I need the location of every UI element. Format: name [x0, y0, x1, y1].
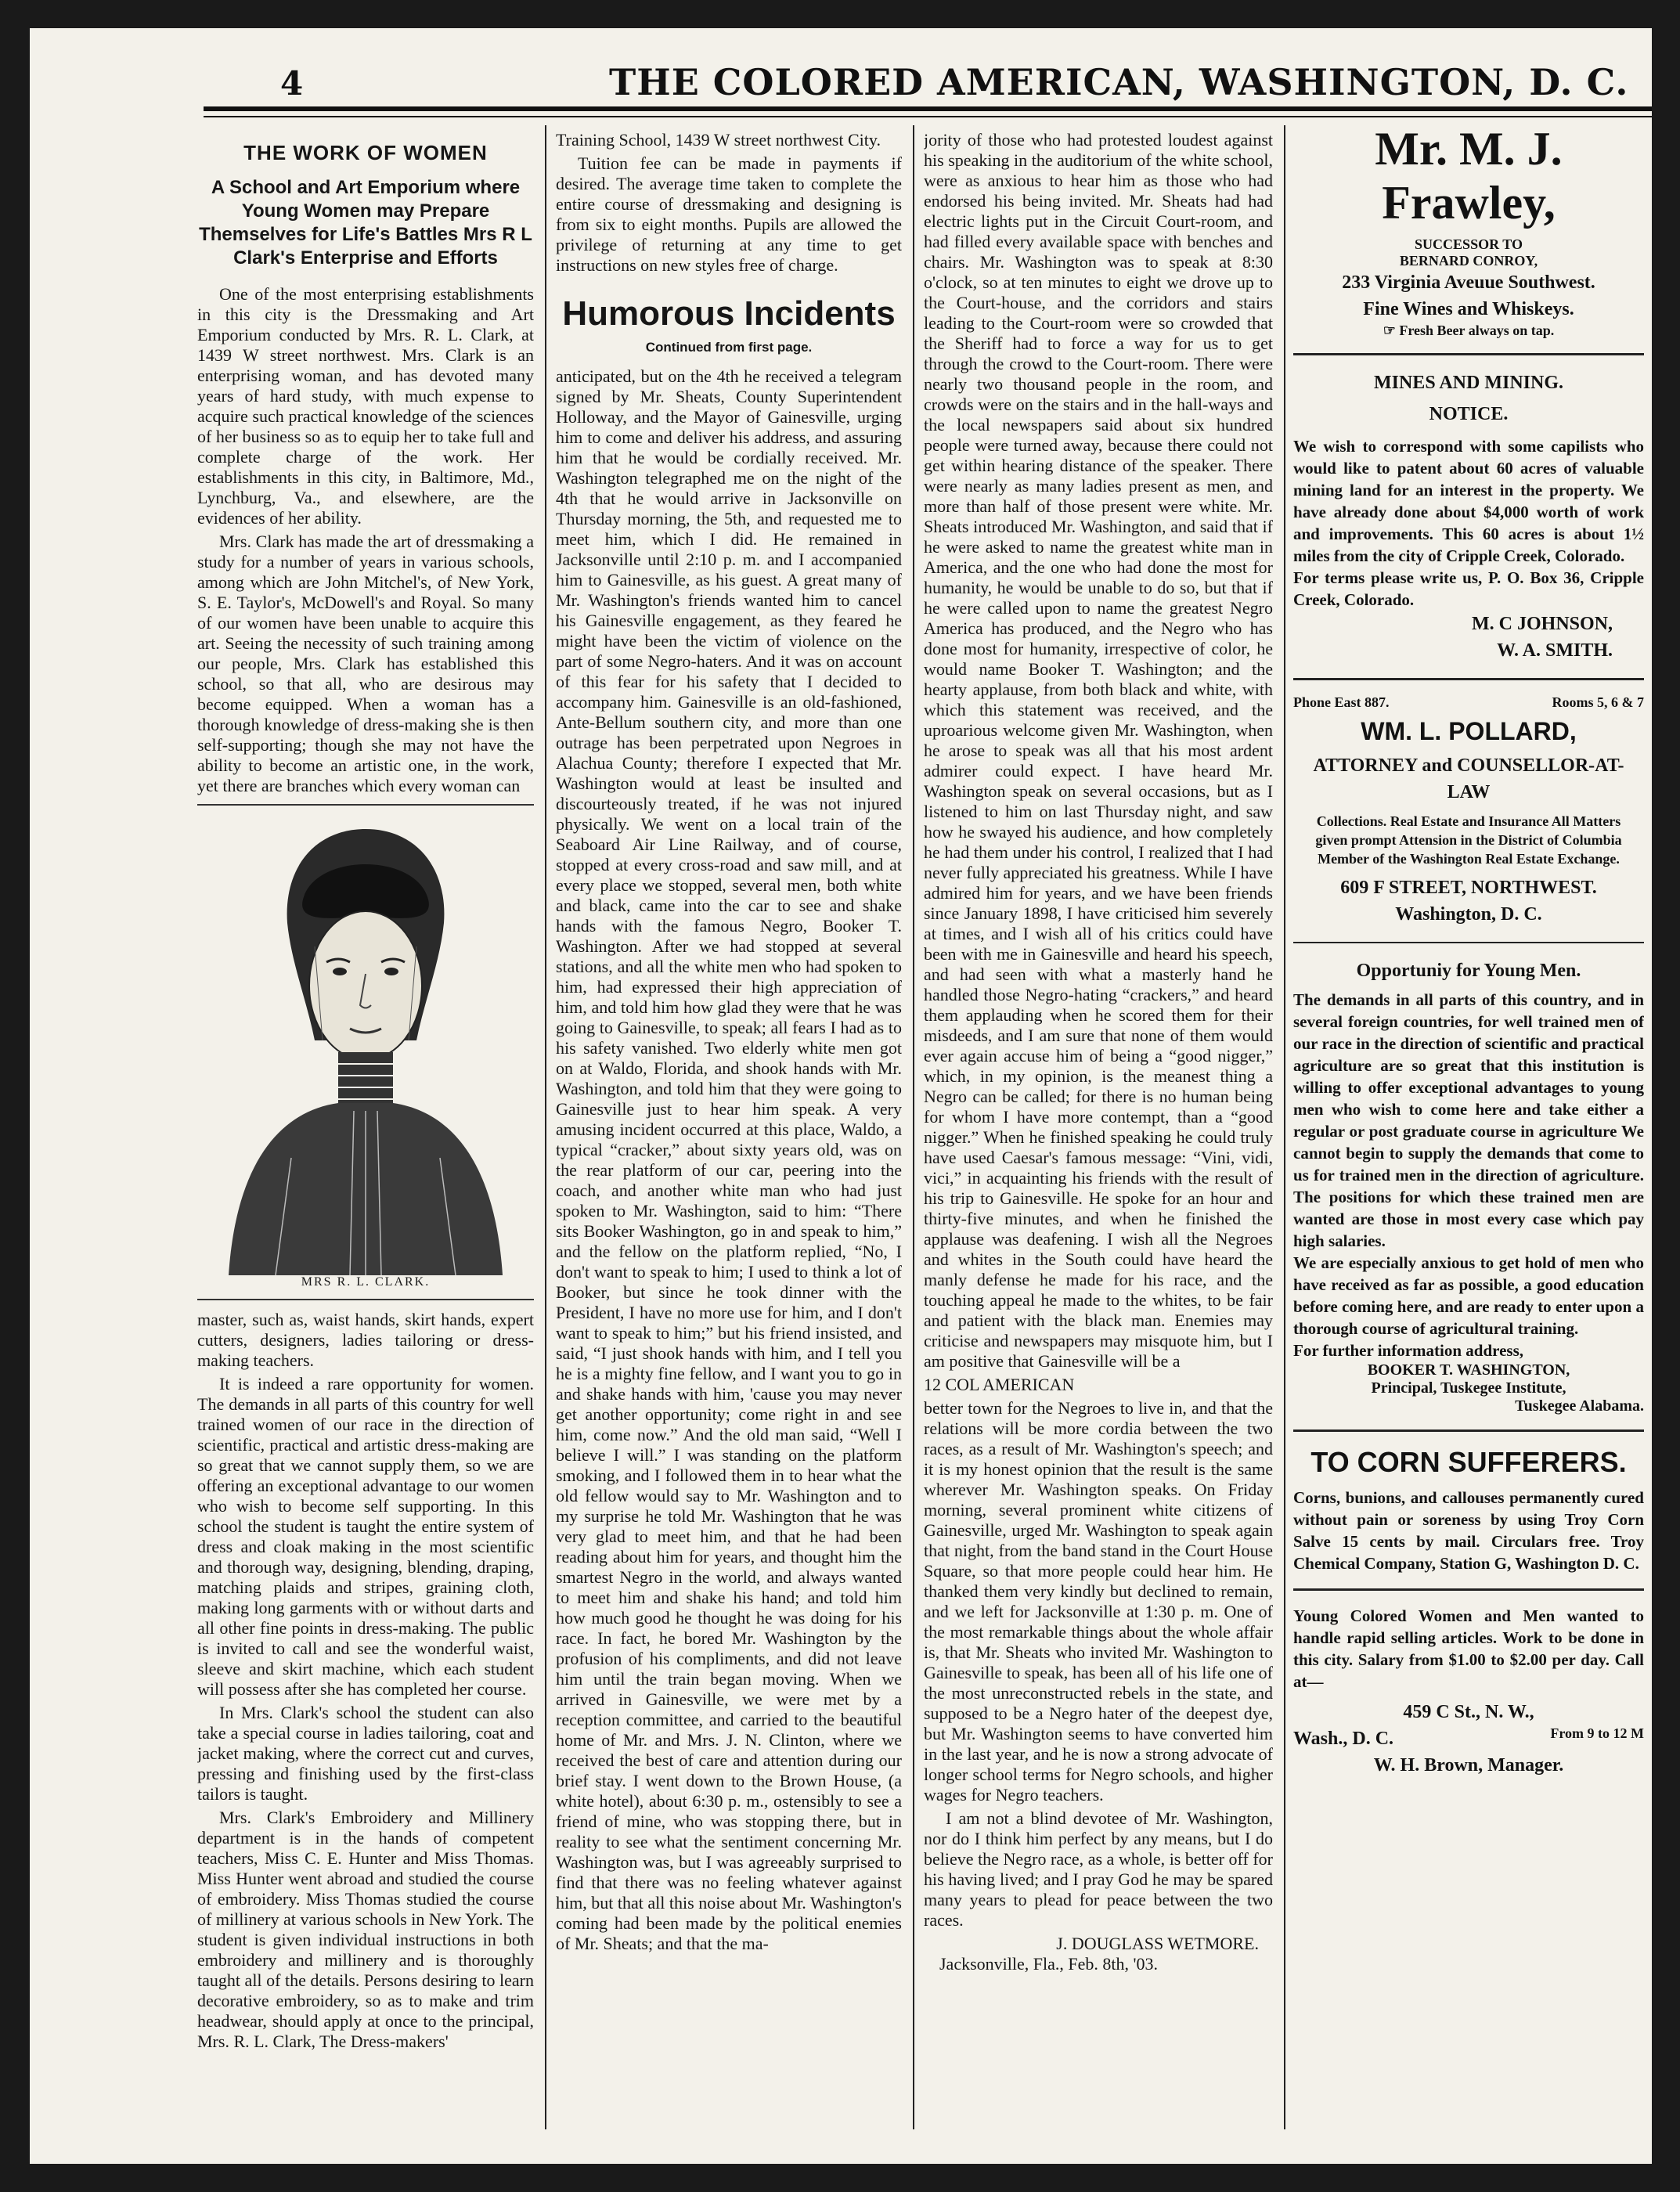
masthead: [30, 28, 1652, 114]
ad-pollard: [1293, 694, 1644, 928]
ad-divider: [1293, 1429, 1644, 1432]
ad-mines-body: We wish to correspond with some capilists who would like to patent about 60 acres of valuable mining land for an interest in the property. We have already done about $4,000 worth of work and improvements. This 60 acres is about 1½ miles from the city of Cripple Creek, Colorado.: [1293, 437, 1644, 565]
portrait-of-woman-icon: [197, 806, 534, 1275]
column-rule-1: [545, 125, 546, 2129]
ad-mines-body2: For terms please write us, P. O. Box 36, Cripple Creek, Colorado.: [1293, 568, 1644, 609]
column-humorous-incidents: [556, 130, 902, 2134]
ad-brown-manager: W. H. Brown, Manager.: [1373, 1755, 1564, 1776]
ad-mines-notice: NOTICE.: [1429, 404, 1509, 424]
ad-tuskegee-sig2: Principal, Tuskegee Institute,: [1371, 1379, 1566, 1397]
ad-frawley-address: 233 Virginia Aveuue Southwest.: [1342, 272, 1595, 293]
paragraph: Mrs. Clark has made the art of dressmaking a study for a number of years in various schools, among which are John Mitchel's, of New York, S. E. Taylor's, McDowell's and Royal. So many of our women have been unable to acquire this art. Seeing the necessity of such training among our people, Mrs. Clark has established this school, so that all, who are desirous may become equipped. When a woman has a thorough knowledge of dress-making she is then self-supporting; though she may not have the ability to become an artistic one, in the work, yet there are branches which every woman can: [197, 532, 534, 795]
ad-brown-row: [1293, 1725, 1644, 1752]
ad-mines-sig1: M. C JOHNSON,: [1472, 614, 1613, 634]
ad-brown-hours: From 9 to 12 M: [1550, 1725, 1644, 1741]
ad-frawley-line1: Fine Wines and Whiskeys.: [1363, 299, 1574, 319]
ad-tuskegee-body: The demands in all parts of this country, and in several foreign countries, for well trained men of our race in the direction of scientific and practical agriculture are so great that this institution is willing to offer exceptional advantages to young men who wish to come here and take either a regular or post graduate course in agriculture We cannot begin to supply the demands that come to us for trained men in the direction of agriculture. The positions for which these trained men are wanted are those in most every case which pay high salaries.: [1293, 990, 1644, 1250]
ad-tuskegee: [1293, 957, 1644, 1415]
paragraph: Mrs. Clark's Embroidery and Millinery department is in the hands of competent teachers, Miss C. E. Hunter and Miss Thomas. Miss Hunter went abroad and studied the course of embroidery. Miss Thomas studied the course of millinery at various schools in New York. The student is given individual instructions in both embroidery and millinery and is thoroughly taught all of the details. Persons desiring to learn decorative embroidery, so as to make and trim headwear, should apply at once to the principal, Mrs. R. L. Clark, The Dress-makers': [197, 1808, 534, 2051]
article-heading-humorous-incidents: Humorous Incidents: [562, 294, 896, 333]
column-marker: 12 COL AMERICAN: [924, 1375, 1075, 1394]
column-work-of-women: [197, 130, 534, 2134]
ad-corn: [1293, 1446, 1644, 1574]
ad-mines-sig2: W. A. SMITH.: [1497, 640, 1613, 661]
ad-mines: [1293, 370, 1644, 664]
paragraph: anticipated, but on the 4th he received a telegram signed by Mr. Sheats, County Superintendent Holloway, and the Mayor of Gainesville, urging him to come and deliver his address, and assuring him that he would be cordially received. Mr. Washington telegraphed me on the night of the 4th that he would arrive in Jacksonville on Thursday morning, the 5th, and requested me to meet him, which I did. He remained in Jacksonville until 2:10 p. m. and I accompanied him to Gainesville, as his guest. A great many of Mr. Washington's friends wanted him to cancel his Gainesville engagement, as they feared he might have been the victim of violence on the part of some Negro-haters. And it was on account of this fear for his safety that I decided to accompany him. Gainesville is an old-fashioned, Ante-Bellum southern city, and more than one outrage has been perpetrated upon Negroes in Alachua County; therefore I expected that Mr. Washington would at least be insulted and discourteously treated, if he was not injured physically. We went on a local train of the Seaboard Air Line Railway, and of course, stopped at every cross-road and saw mill, and at every place we stopped, several men, both white and black, came into the car to see and shake hands with the famous Negro, Booker T. Washington. After we had stopped at several stations, and all the white men who had spoken to him, had expressed their high appreciation of him, and told him how glad they were that he was going to Gainesville, to speak; all fears I had as to his safety vanished. Two elderly white men got on at Waldo, Florida, and shook hands with Mr. Washington, and told him that they were going to Gainesville just to hear him speak. A very amusing incident occurred at this place, Waldo, a typical “cracker,” about sixty years old, was on the rear platform of our car, peering into the coach, and another white man who had just spoken to Mr. Washington, said to him: “There sits Booker Washington, go in and speak to him,” and the fellow on the platform replied, “No, I don't want to speak to him; I used to think a lot of Booker, but since he took dinner with the President, I have no more use for him, and I don't want to speak to him;” but his friend insisted, and said, “I just shook hands with him, and I tell you he is a mighty fine fellow, and I want you to go in and shake hands with him, 'cause you may never get another opportunity; come right in and see him, come now.” And the old man said, “Well I believe I will.” I was standing on the platform smoking, and I followed them in to hear what the old fellow would say to Mr. Washington and to my surprise he told Mr. Washington that he was very glad to meet him, and that he had been reading about him for years, and thought him the smartest Negro in the world, and always wanted to meet him and shake his hand; and told him how much good he thought he was doing for his race. In fact, he bored Mr. Washington by the profusion of his compliments, and did not leave him until the train began moving. When we arrived in Gainesville, we were met by a reception committee, and carried to the beautiful home of Mr. and Mrs. J. N. Clinton, where we received the best of care and attention during our brief stay. I went down to the Brown House, (a white hotel), about 6:30 p. m., ostensibly to see a friend of mine, who was stopping there, but in reality to see what the sentiment concerning Mr. Washington was, but I was agreeably surprised to find that there was no feeling whatever against him, but that all this noise about Mr. Washington's coming had been made by the political enemies of Mr. Sheats; and that the ma-: [556, 366, 902, 1953]
paragraph: One of the most enterprising establishments in this city is the Dressmaking and Art Emporium conducted by Mrs. R. L. Clark, at 1439 W street northwest. Mrs. Clark is an enterprising woman, and has devoted many years of hard study, with much expense to acquire such practical knowledge of the sciences of her business so as to equip her to take full and complete charge of the work. Her establishments in this city, in Baltimore, Md., Lynchburg, Va., and elsewhere, are the evidences of her ability.: [197, 284, 534, 528]
ad-divider: [1293, 1588, 1644, 1591]
ad-brown: [1293, 1605, 1644, 1779]
column-rule-3: [1284, 125, 1285, 2129]
paragraph: In Mrs. Clark's school the student can also take a special course in ladies tailoring, coat and jacket making, where the correct cut and curves, pressing and finishing used by the first-class tailors is taught.: [197, 1703, 534, 1804]
ad-pollard-phone: Phone East 887.: [1293, 694, 1390, 710]
ad-frawley-predecessor: BERNARD CONROY,: [1399, 253, 1538, 269]
ad-pollard-desc: Collections. Real Estate and Insurance All Matters given prompt Attension in the District of Columbia Member of the Washington Real Estate Exchange.: [1315, 813, 1622, 867]
ad-pollard-name: WM. L. POLLARD,: [1361, 717, 1577, 745]
ad-pollard-rooms: Rooms 5, 6 & 7: [1552, 694, 1644, 710]
article-deck: A School and Art Emporium where Young Women may Prepare Themselves for Life's Battles Mrs R L Clark's Enterprise and Efforts: [199, 177, 532, 269]
article-heading-work-of-women: THE WORK OF WOMEN: [243, 141, 488, 164]
paragraph: Tuition fee can be made in payments if desired. The average time taken to complete the entire course of dressmaking and designing is from six to eight months. Pupils are allowed the privilege of returning at any time to get instructions on new styles free of charge.: [556, 153, 902, 275]
ad-corn-heading: TO CORN SUFFERERS.: [1310, 1446, 1627, 1478]
portrait-caption: MRS R. L. CLARK.: [301, 1275, 431, 1289]
ad-divider: [1293, 942, 1644, 943]
paragraph: Training School, 1439 W street northwest City.: [556, 130, 881, 150]
ad-pollard-address: 609 F STREET, NORTHWEST.: [1340, 878, 1597, 898]
newspaper-title: THE COLORED AMERICAN, WASHINGTON, D. C.: [609, 61, 1629, 103]
paragraph: jority of those who had protested loudest against his speaking in the auditorium of the white school, were as anxious to hear him as those who had endorsed his being invited. Mr. Sheats had had electric lights put in the Circuit Court-room, and had filled every available space with benches and chairs. Mr. Washington was to speak at 8:30 o'clock, so at ten minutes to eight we drove up to the Court-house, and the corridors and stairs leading to the Court-room were so crowded that the Sheriff had to force a way for us to get through the crowd to the Court-room. There were nearly two thousand people in the room, and crowds were on the stairs and in the hall-ways and the local newspapers said about six hundred people were turned away, because there could not get within hearing distance of the speaker. There were nearly as many ladies present as men, and more than half of those present were white. Mr. Sheats introduced Mr. Washington, and said that if he were asked to name the greatest white man in America, and the one who had done the most for humanity, he would be unable to do so, but that if he were called upon to name the greatest Negro America has produced, and the Negro who has done most for humanity, irrespective of color, he would name Booker T. Washington; and the hearty applause, from both black and white, with which this statement was received, and the uproarious welcome given Mr. Washington, when he arose to speak was all that his most ardent admirer could expect. I have heard Mr. Washington speak on several occasions, but as I listened to him on last Thursday night, and saw how he swayed his audience, and how completely he had them under his control, I realized that I had never fully appreciated his greatness. While I have admired him for years, and we have been friends since January 1898, I have criticised him severely at times, and I wish all of his critics could have been with me in Gainesville and heard his speech, and had seen with what a masterly hand he handled those Negro-hating “crackers,” and heard them applauding when he scored them for their misdeeds, and I am sure that none of them would ever again accuse him of being a “good nigger,” which, in my opinion, is the meanest thing a Negro can be called; for there is no human being for whom I have more contempt, than a “good nigger.” When he finished speaking he could truly have used Caesar's famous message: “Vini, vidi, vici,” in acquainting his friends with the result of his trip to Gainesville. He spoke for an hour and thirty-five minutes, and when he finished the applause was deafening. I wish all the Negroes and whites in the South could have heard the manly defense he made for his race, and the touching appeal he made to the whites, to be fair and patient with the black man. Enemies may criticise and newspapers may misquote him, but I am positive that Gainesville will be a: [924, 130, 1273, 1371]
ad-pollard-city: Washington, D. C.: [1395, 904, 1542, 925]
signature: J. DOUGLASS WETMORE.: [1056, 1934, 1259, 1953]
column-humorous-incidents-cont: [924, 130, 1273, 2134]
paragraph: better town for the Negroes to live in, and that the relations will be more cordia between the two races, as a result of Mr. Washington's speech; and it is my honest opinion that the result is the same wherever Mr. Washington speaks. On Friday morning, several prominent white citizens of Gainesville, urged Mr. Washington to speak again that night, from the band stand in the Court House Square, so that more people could hear him. He thanked them very kindly but declined to remain, and we left for Jacksonville at 1:30 p. m. One of the most remarkable things about the whole affair is, that Mr. Sheats who invited Mr. Washington to Gainesville to speak, has been all of his life one of the most unreconstructed rebels in the state, and supposed to be a Negro hater of the deepest dye, but Mr. Washington seems to have converted him in the last year, and he is now a strong advocate of longer school terms for Negro schools, and higher wages for Negro teachers.: [924, 1398, 1273, 1804]
ad-tuskegee-sig3: Tuskegee Alabama.: [1515, 1397, 1644, 1415]
paragraph: master, such as, waist hands, skirt hands, expert cutters, designers, ladies tailoring or dress-making teachers.: [197, 1310, 534, 1370]
ad-brown-address: 459 C St., N. W.,: [1403, 1702, 1534, 1722]
ad-brown-body: Young Colored Women and Men wanted to handle rapid selling articles. Work to be done in this city. Salary from $1.00 to $2.00 per day. Call at—: [1293, 1606, 1644, 1691]
ad-tuskegee-sig1: BOOKER T. WASHINGTON,: [1367, 1361, 1570, 1379]
masthead-rule: [204, 106, 1652, 111]
column-rule-2: [913, 125, 914, 2129]
newspaper-page: [30, 28, 1652, 2164]
ad-corn-body: Corns, bunions, and callouses permanently cured without pain or soreness by using Troy Corn Salve 15 cents by mail. Circulars free. Troy Chemical Company, Station G, Washington D. C.: [1293, 1488, 1644, 1573]
ad-tuskegee-body2: We are especially anxious to get hold of men who have received as far as possible, a good education before coming here, and are ready to enter upon a thorough course of agricultural training.: [1293, 1253, 1644, 1338]
continued-note: Continued from first page.: [645, 340, 813, 355]
ad-pollard-header: [1293, 694, 1644, 711]
ad-frawley-successor: SUCCESSOR TO: [1415, 236, 1523, 252]
column-advertisements: [1293, 122, 1644, 2142]
ad-tuskegee-body3: For further information address,: [1293, 1341, 1523, 1360]
ad-tuskegee-heading: Opportuniy for Young Men.: [1356, 961, 1581, 981]
paragraph: It is indeed a rare opportunity for women. The demands in all parts of this country for well trained women of our race in the direction of scientific, practical and artistic dress-making are so great that we cannot supply them, so we are offering an exceptional advantage to our women who wish to become self supporting. In this school the student is taught the entire system of dress and cloak making in the most scientific and thorough way, designing, blending, draping, matching plaids and stripes, graining cloth, making long garments with or without darts and all other fine points in dress-making. The public is invited to call and see the wonderful waist, sleeve and skirt machine, which each student will possess after she has completed her course.: [197, 1374, 534, 1699]
dateline: Jacksonville, Fla., Feb. 8th, '03.: [939, 1954, 1158, 1974]
ad-frawley-name: Mr. M. J. Frawley,: [1375, 123, 1563, 229]
ad-pollard-title: ATTORNEY and COUNSELLOR-AT-LAW: [1313, 755, 1624, 802]
ad-frawley-line2: ☞ Fresh Beer always on tap.: [1383, 323, 1555, 338]
ad-brown-city: Wash., D. C.: [1293, 1729, 1394, 1749]
ad-divider: [1293, 678, 1644, 680]
paragraph: I am not a blind devotee of Mr. Washington, nor do I think him perfect by any means, but I do believe the Negro race, as a whole, is better off for his having lived; and I pray God he may be spared many years to plead for peace between the two races.: [924, 1808, 1273, 1930]
page-number: 4: [280, 64, 304, 103]
portrait-illustration: [197, 804, 534, 1300]
ad-mines-heading: MINES AND MINING.: [1373, 373, 1563, 393]
ad-frawley: [1293, 122, 1644, 339]
masthead-rule-thin: [204, 116, 1652, 117]
ad-divider: [1293, 353, 1644, 355]
